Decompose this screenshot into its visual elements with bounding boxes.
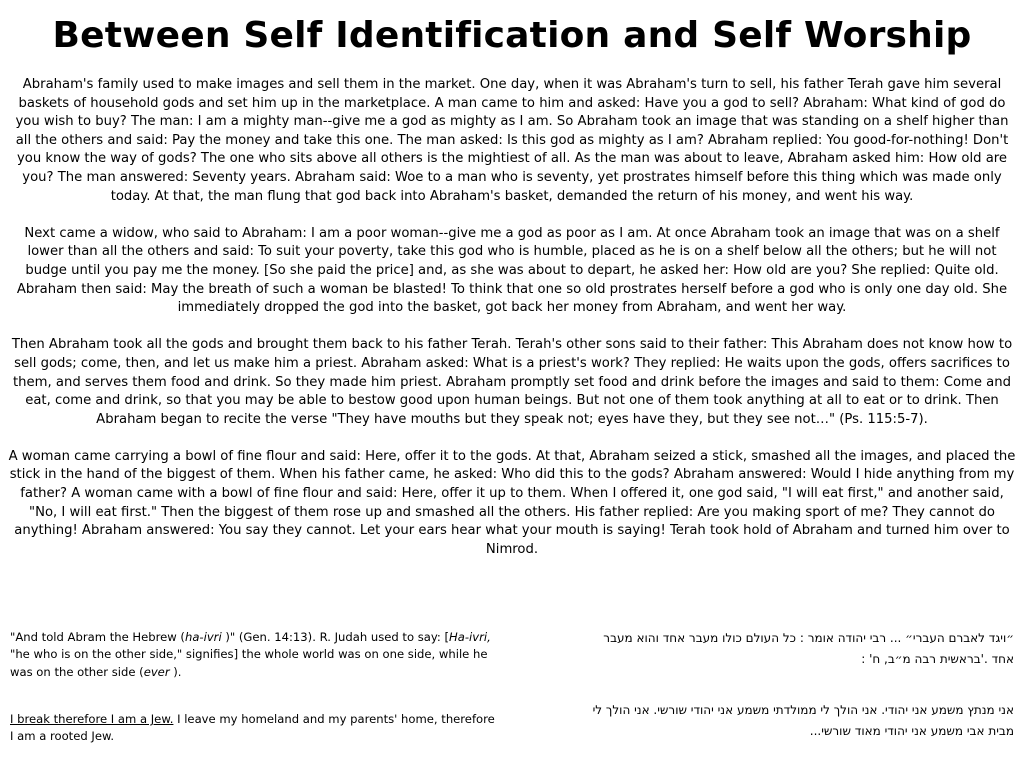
footnote-text: "he who is on the other side," signifies] the whole world was on one side, while he was on the other side ( bbox=[10, 647, 488, 679]
footnote-italic-term: Ha-ivri, bbox=[449, 630, 491, 644]
footnote-underlined-phrase: I break therefore I am a Jew. bbox=[10, 712, 174, 726]
footnote-italic-term: ever bbox=[143, 664, 170, 679]
footnote-text: I leave my homeland and my parents' home, therefore I am a rooted Jew. bbox=[10, 712, 495, 744]
paragraph-2: Next came a widow, who said to Abraham: I am a poor woman--give me a god as poor as I am. At once Abraham took an image that was on a shelf lower than all the others and said: To suit your poverty, take this god who is humble, placed as he is on a shelf below all the others; but he will not budge until you pay me the money. [So she paid the price] and, as she was about to depart, he asked her: How old are you? She replied: Quite old. Abraham then said: May the breath of such a woman be blasted! To think that one so old prostrates herself before a god who is only one day old. She immediately dropped the god into the basket, got back her money from Abraham, and went her way. bbox=[16, 225, 1008, 316]
footnote-italic-term: ha-ivri bbox=[184, 630, 222, 644]
footnote-text: "And told Abram the Hebrew ( bbox=[10, 630, 185, 644]
footnote-text: )" (Gen. 14:13). R. Judah used to say: [ bbox=[221, 630, 450, 644]
paragraph-3: Then Abraham took all the gods and brought them back to his father Terah. Terah's other sons said to their father: This Abraham does not know how to sell gods; come, then, and let us make him a priest. Abraham asked: What is a priest's work? They replied: He waits upon the gods, offers sacrifices to them, and serves them food and drink. So they made him priest. Abraham promptly set food and drink before the images and said to them: Come and eat, come and drink, so that you may be able to bestow good upon human beings. But not one of them took anything at all to eat or to drink. Then Abraham began to recite the verse "They have mouths but they speak not; eyes have they, but they see not…" (Ps. 115:5-7). bbox=[11, 337, 1013, 427]
paragraph-1: Abraham's family used to make images and sell them in the market. One day, when it was Abraham's turn to sell, his father Terah gave him several baskets of household gods and set him up in the marketplace. A man came to him and asked: Have you a god to sell? Abraham: What kind of god do you wish to buy? The man: I am a mighty man--give me a god as mighty as I am. So Abraham took an image that was standing on a shelf higher than all the others and said: Pay the money and take this one. The man asked: Is this god as mighty as I am? Abraham replied: You good-for-nothing! Don't you know the way of gods? The one who sits above all others is the mightiest of all. As the man was about to leave, Abraham asked him: How old are you? The man answered: Seventy years. Abraham said: Woe to a man who is seventy, yet prostrates himself before this thing which was made only today. At that, the man flung that god back into Abraham's basket, demanded the return of his money, and went his way. bbox=[15, 77, 1009, 204]
footnote-english-1 bbox=[10, 629, 500, 681]
footnote-hebrew-2: אני מנתץ משמע אני יהודי. אני הולך לי ממולדתי משמע אני יהודי שורשי. אני הולך לי מבית אבי משמע אני יהודי מאוד שורשי... bbox=[592, 703, 1014, 738]
page-title: Between Self Identification and Self Worship bbox=[52, 15, 972, 56]
story-body bbox=[8, 76, 1016, 559]
paragraph-4: A woman came carrying a bowl of fine flour and said: Here, offer it to the gods. At that, Abraham seized a stick, smashed all the images, and placed the stick in the hand of the biggest of them. When his father came, he asked: Who did this to the gods? Abraham answered: Would I hide anything from my father? A woman came with a bowl of fine flour and said: Here, offer it up to them. When I offered it, one god said, "I will eat first," and another said, "No, I will eat first." Then the biggest of them rose up and smashed all the others. His father replied: Are you making sport of me? They cannot do anything! Abraham answered: You say they cannot. Let your ears hear what your mouth is saying! Terah took hold of Abraham and turned him over to Nimrod. bbox=[8, 448, 1016, 557]
footnote-text: ). bbox=[169, 664, 182, 679]
footnote-english-2 bbox=[10, 711, 500, 746]
footnote-hebrew-1: ״ויגד לאברם העברי״ ... רבי יהודה אומר : כל העולם כולו מעבר אחד והוא מעבר אחד .'בראשית רבה מ״ב, ח' : bbox=[603, 631, 1014, 666]
